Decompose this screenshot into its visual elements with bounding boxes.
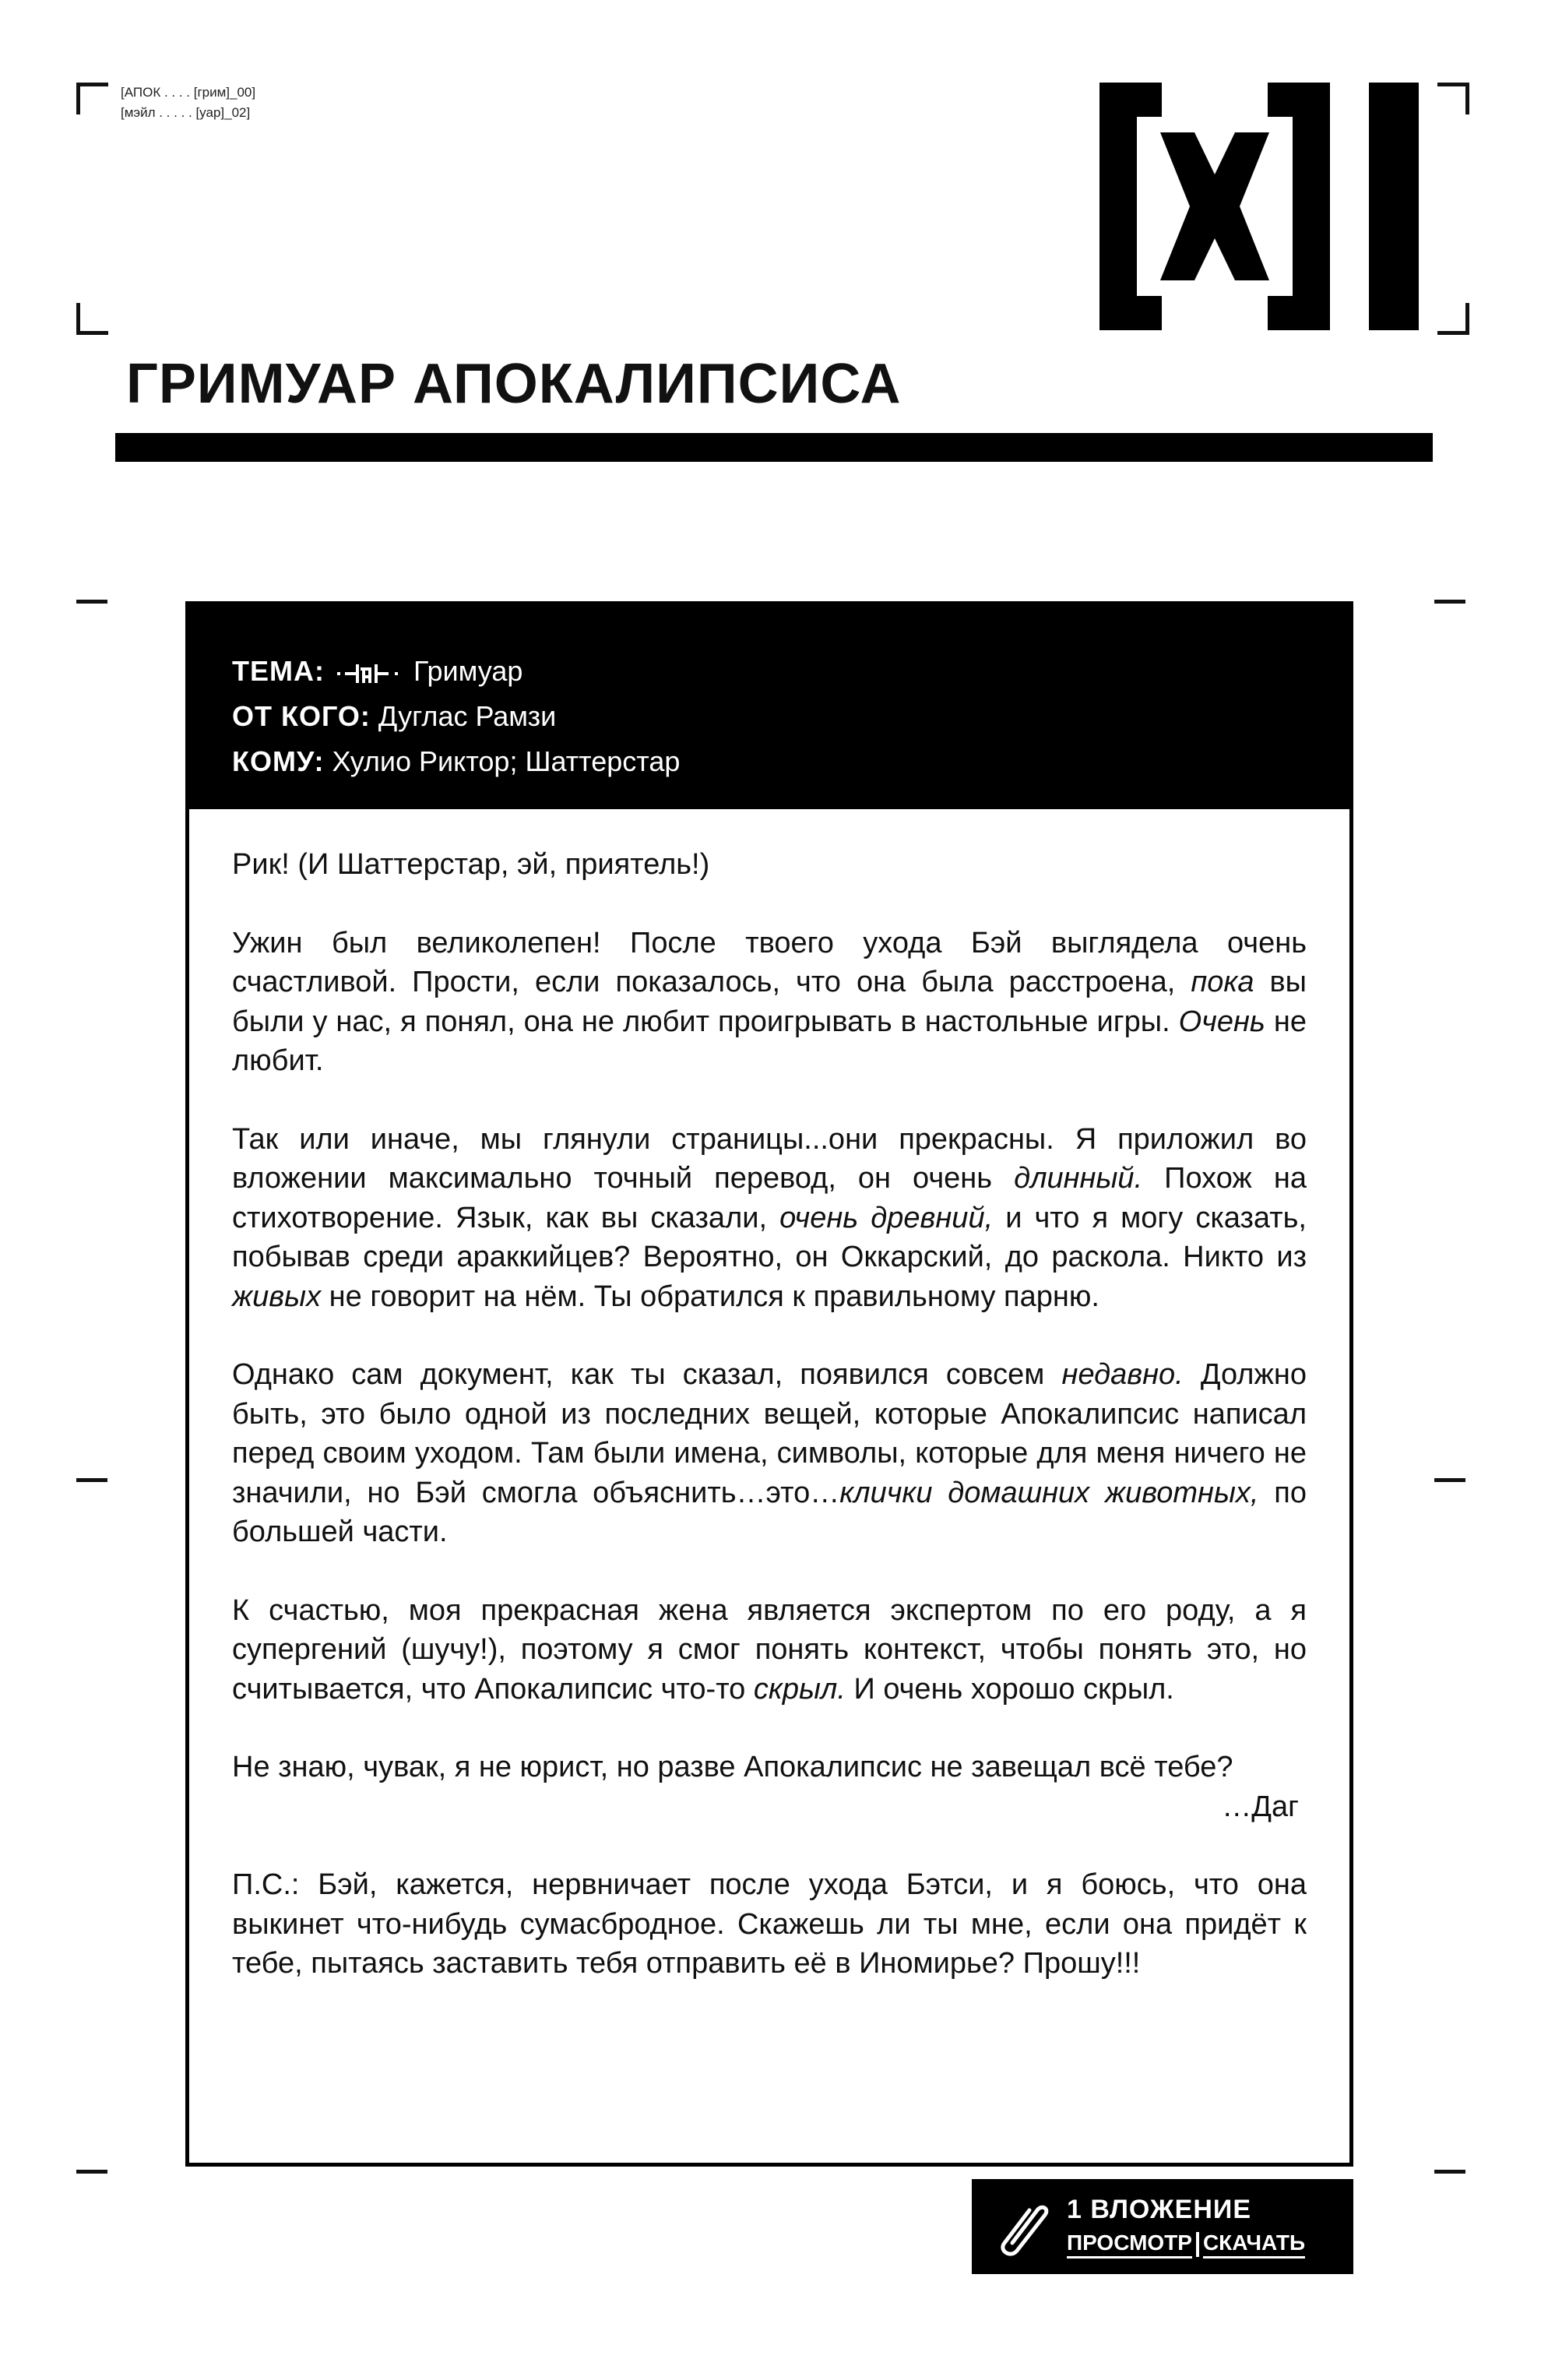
email-to-row: [232, 739, 1307, 784]
email-header: [189, 605, 1349, 809]
email-subject-row: [232, 649, 1307, 694]
frame-corner-top-right: [1437, 83, 1469, 114]
email-paragraph: Так или иначе, мы глянули страницы...они прекрасны. Я приложил во вложении максимально точный перевод, он очень длинный. Похож на стихотворение. Язык, как вы сказали, очень древний, и что я могу сказать, побывав среди араккийцев? Вероятно, он Оккарский, до раскола. Никто из живых не говорит на нём. Ты обратился к правильному парню.: [232, 1122, 1307, 1313]
attachment-actions: [1067, 2230, 1305, 2257]
page-title: ГРИМУАР АПОКАЛИПСИСА: [126, 353, 902, 415]
download-attachment-link[interactable]: СКАЧАТЬ: [1203, 2230, 1305, 2259]
file-code-line: [АПОК . . . . [грим]_00]: [121, 85, 256, 100]
email-body: [189, 809, 1349, 1984]
file-code: [121, 83, 255, 123]
glyph-icon: [337, 660, 401, 686]
to-value: Хулио Риктор; Шаттерстар: [332, 745, 681, 777]
title-rule: [115, 433, 1433, 462]
file-code-line: [мэйл . . . . . [уар]_02]: [121, 105, 251, 120]
email-message: [185, 601, 1353, 2167]
margin-tick: [1434, 2170, 1465, 2174]
frame-corner-bottom-left: [76, 303, 108, 335]
attachment-bar: [972, 2179, 1353, 2274]
to-label: КОМУ:: [232, 745, 325, 777]
email-paragraph: Ужин был великолепен! После твоего ухода Бэй выглядела очень счастливой. Прости, если показалось, что она была расстроена, пока вы были у нас, я понял, она не любит проигрывать в настольные игры. Очень не любит.: [232, 926, 1307, 1077]
attachment-count: 1 ВЛОЖЕНИЕ: [1067, 2195, 1251, 2224]
subject-label: ТЕМА:: [232, 655, 325, 687]
margin-tick: [76, 2170, 107, 2174]
from-value: Дуглас Рамзи: [378, 700, 557, 732]
email-paragraph: Однако сам документ, как ты сказал, появился совсем недавно. Должно быть, это было одной из последних вещей, которые Апокалипсис написал перед своим уходом. Там были имена, символы, которые для меня ничего не значили, но Бэй смогла объяснить…это…клички домашних животных, по большей части.: [232, 1358, 1307, 1548]
email-signature: …Даг: [1222, 1790, 1299, 1823]
x-men-logo-icon: [1099, 83, 1419, 330]
frame-corner-top-left: [76, 83, 108, 114]
email-from-row: [232, 694, 1307, 739]
email-postscript: П.С.: Бэй, кажется, нервничает после ухода Бэтси, и я боюсь, что она выкинет что-нибудь сумасбродное. Скажешь ли ты мне, если она придёт к тебе, пытаясь заставить тебя отправить её в Иномирье? Прошу!!!: [232, 1868, 1307, 1980]
paperclip-icon: [989, 2193, 1056, 2260]
view-attachment-link[interactable]: ПРОСМОТР: [1067, 2230, 1192, 2259]
email-paragraph: К счастью, моя прекрасная жена является экспертом по его роду, а я супергений (шучу!), поэтому я смог понять контекст, чтобы понять это, но считывается, что Апокалипсис что-то скрыл. И очень хорошо скрыл.: [232, 1593, 1307, 1706]
margin-tick: [1434, 1478, 1465, 1482]
email-greeting: Рик! (И Шаттерстар, эй, приятель!): [232, 848, 710, 881]
subject-value: Гримуар: [413, 655, 523, 687]
margin-tick: [1434, 600, 1465, 604]
margin-tick: [76, 1478, 107, 1482]
link-divider: [1196, 2232, 1199, 2257]
email-paragraph: Не знаю, чувак, я не юрист, но разве Апокалипсис не завещал всё тебе?: [232, 1751, 1233, 1783]
margin-tick: [76, 600, 107, 604]
from-label: ОТ КОГО:: [232, 700, 371, 732]
frame-corner-bottom-right: [1437, 303, 1469, 335]
